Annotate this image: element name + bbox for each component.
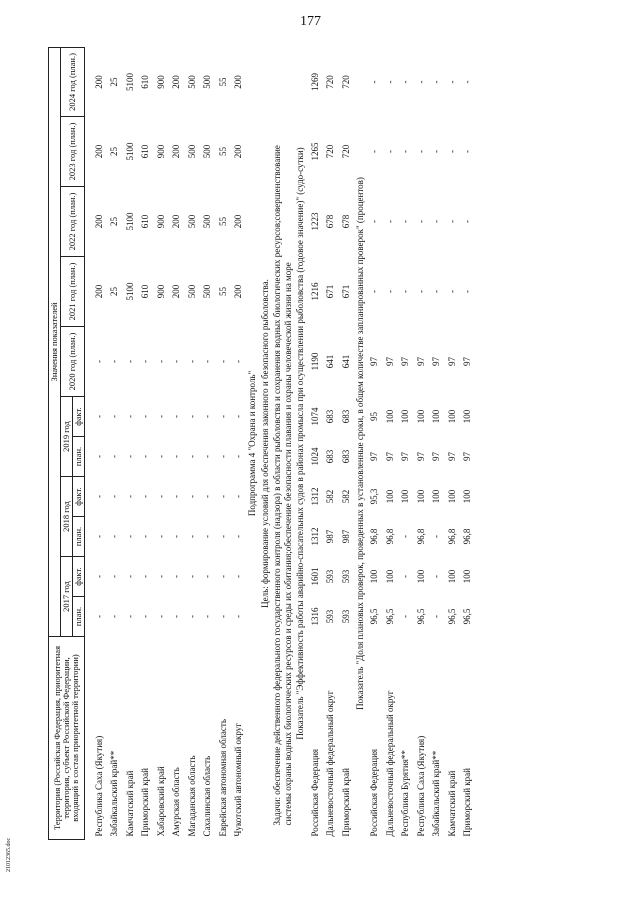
header-2020: 2020 год (план.) bbox=[60, 327, 84, 397]
value-cell: - bbox=[400, 80, 411, 84]
value-cell: - bbox=[369, 220, 380, 223]
value-cell: 55 bbox=[217, 217, 228, 226]
value-cell: 1024 bbox=[309, 447, 320, 466]
table-row bbox=[444, 47, 460, 839]
value-cell: - bbox=[124, 360, 135, 363]
value-cell: - bbox=[446, 220, 457, 223]
value-cell: - bbox=[202, 615, 213, 618]
table-row bbox=[106, 47, 122, 839]
value-cell: 5100 bbox=[124, 282, 135, 301]
value-cell: 500 bbox=[186, 144, 197, 159]
value-cell: - bbox=[186, 495, 197, 498]
value-cell: 95 bbox=[369, 412, 380, 421]
value-cell: 100 bbox=[462, 409, 473, 424]
value-cell: - bbox=[217, 415, 228, 418]
header-2018: 2018 год bbox=[60, 477, 72, 557]
value-cell: 671 bbox=[340, 284, 351, 299]
territory-cell: Дальневосточный федеральный округ bbox=[384, 690, 395, 837]
territory-cell: Российская Федерация bbox=[309, 748, 320, 837]
table-row bbox=[168, 47, 184, 839]
value-cell: - bbox=[217, 495, 228, 498]
table-row bbox=[230, 47, 246, 839]
value-cell: 97 bbox=[431, 357, 442, 366]
value-cell: - bbox=[171, 495, 182, 498]
value-cell: - bbox=[415, 80, 426, 84]
value-cell: 97 bbox=[369, 452, 380, 461]
value-cell: 96,5 bbox=[384, 608, 395, 625]
value-cell: 1312 bbox=[309, 487, 320, 506]
value-cell: - bbox=[155, 360, 166, 363]
value-cell: - bbox=[124, 615, 135, 618]
value-cell: 97 bbox=[415, 452, 426, 461]
value-cell: - bbox=[462, 220, 473, 223]
territory-cell: Забайкальский край** bbox=[431, 750, 442, 837]
header-2017: 2017 год bbox=[60, 557, 72, 637]
value-cell: - bbox=[369, 150, 380, 153]
header-fact: факт. bbox=[72, 397, 84, 437]
table-row bbox=[215, 47, 231, 839]
value-cell: - bbox=[93, 415, 104, 418]
territory-cell: Сахалинская область bbox=[202, 755, 213, 837]
value-cell: - bbox=[400, 575, 411, 578]
value-cell: - bbox=[186, 415, 197, 418]
value-cell: 720 bbox=[340, 144, 351, 159]
value-cell: - bbox=[171, 455, 182, 458]
value-cell: 97 bbox=[384, 357, 395, 366]
value-cell: 200 bbox=[233, 75, 244, 89]
value-cell: - bbox=[233, 455, 244, 458]
value-cell: 683 bbox=[340, 449, 351, 464]
value-cell: 96,5 bbox=[369, 608, 380, 625]
value-cell: 96,8 bbox=[415, 528, 426, 545]
header-2022: 2022 год (план.) bbox=[60, 187, 84, 257]
value-cell: - bbox=[446, 150, 457, 153]
table-row bbox=[199, 47, 215, 839]
territory-cell: Республика Саха (Якутия) bbox=[93, 735, 104, 837]
territory-cell: Российская Федерация bbox=[369, 748, 380, 837]
value-cell: - bbox=[415, 150, 426, 153]
value-cell: 610 bbox=[140, 75, 151, 89]
value-cell: 1216 bbox=[309, 282, 320, 301]
value-cell: - bbox=[431, 150, 442, 153]
territory-cell: Чукотский автономный округ bbox=[233, 723, 244, 837]
value-cell: 25 bbox=[109, 217, 120, 226]
value-cell: - bbox=[233, 415, 244, 418]
value-cell: - bbox=[400, 150, 411, 153]
table-row bbox=[184, 47, 200, 839]
value-cell: - bbox=[186, 575, 197, 578]
value-cell: - bbox=[155, 615, 166, 618]
table-header bbox=[49, 47, 85, 839]
task-text-line: системы охраны водных биологических ресурсов и среды их обитания;обеспечение безопасности плавания и охраны человеческой жизни на море bbox=[283, 262, 294, 826]
value-cell: 671 bbox=[325, 284, 336, 299]
subprogram-title: Подпрограмма 4 "Охрана и контроль" bbox=[247, 370, 258, 517]
goal-text: Цель: формирование условий для обеспечения законного и безопасного рыболовства. bbox=[260, 279, 271, 608]
value-cell: 683 bbox=[340, 409, 351, 424]
subprogram-title-row bbox=[246, 47, 259, 839]
value-cell: - bbox=[155, 495, 166, 498]
value-cell: - bbox=[462, 150, 473, 153]
value-cell: - bbox=[140, 415, 151, 418]
task-text-line-row bbox=[272, 47, 283, 839]
value-cell: 610 bbox=[140, 144, 151, 159]
value-cell: - bbox=[93, 495, 104, 498]
task-text-line: Задачи: обеспечение действенного федерального государственного контроля (надзора) в области рыболовства и сохранения водных биологических ресурсов;совершенствование bbox=[272, 145, 283, 826]
value-cell: 100 bbox=[462, 569, 473, 584]
territory-cell: Забайкальский край** bbox=[109, 750, 120, 837]
value-cell: - bbox=[217, 360, 228, 363]
value-cell: 25 bbox=[109, 77, 120, 87]
value-cell: 97 bbox=[462, 452, 473, 461]
value-cell: - bbox=[140, 455, 151, 458]
value-cell: - bbox=[400, 615, 411, 618]
value-cell: - bbox=[202, 415, 213, 418]
value-cell: 720 bbox=[340, 75, 351, 89]
value-cell: - bbox=[155, 535, 166, 538]
value-cell: 987 bbox=[325, 529, 336, 544]
value-cell: - bbox=[109, 495, 120, 498]
value-cell: 500 bbox=[186, 284, 197, 299]
value-cell: - bbox=[202, 575, 213, 578]
value-cell: - bbox=[155, 575, 166, 578]
value-cell: - bbox=[415, 220, 426, 223]
table-row bbox=[366, 47, 382, 839]
territory-cell: Приморский край bbox=[462, 768, 473, 837]
value-cell: - bbox=[431, 575, 442, 578]
territory-cell: Дальневосточный федеральный округ bbox=[325, 690, 336, 837]
value-cell: 1312 bbox=[309, 527, 320, 546]
value-cell: 200 bbox=[93, 75, 104, 89]
value-cell: 582 bbox=[325, 489, 336, 504]
value-cell: 200 bbox=[233, 214, 244, 229]
value-cell: - bbox=[462, 80, 473, 84]
value-cell: - bbox=[384, 80, 395, 84]
value-cell: 720 bbox=[325, 144, 336, 159]
value-cell: - bbox=[109, 535, 120, 538]
table-row bbox=[382, 47, 398, 839]
value-cell: 593 bbox=[340, 569, 351, 584]
value-cell: 55 bbox=[217, 147, 228, 156]
value-cell: - bbox=[384, 220, 395, 223]
value-cell: - bbox=[384, 150, 395, 153]
value-cell: 1269 bbox=[309, 72, 320, 91]
task-text-line-row bbox=[283, 47, 294, 839]
value-cell: - bbox=[124, 415, 135, 418]
value-cell: - bbox=[217, 575, 228, 578]
value-cell: 1265 bbox=[309, 142, 320, 161]
value-cell: - bbox=[109, 415, 120, 418]
value-cell: - bbox=[109, 360, 120, 363]
header-plan: план. bbox=[72, 597, 84, 637]
table-row bbox=[137, 47, 153, 839]
value-cell: 610 bbox=[140, 284, 151, 299]
value-cell: 5100 bbox=[124, 142, 135, 161]
value-cell: 200 bbox=[171, 75, 182, 89]
header-2024: 2024 год (план.) bbox=[60, 47, 84, 116]
header-fact: факт. bbox=[72, 557, 84, 597]
value-cell: - bbox=[109, 615, 120, 618]
value-cell: 97 bbox=[400, 357, 411, 366]
value-cell: 641 bbox=[325, 354, 336, 369]
value-cell: 1190 bbox=[309, 352, 320, 371]
value-cell: 100 bbox=[431, 409, 442, 424]
value-cell: 900 bbox=[155, 75, 166, 89]
table-body bbox=[84, 47, 475, 839]
value-cell: 96,8 bbox=[462, 528, 473, 545]
value-cell: - bbox=[124, 455, 135, 458]
value-cell: 100 bbox=[446, 409, 457, 424]
value-cell: 200 bbox=[93, 144, 104, 159]
goal-text-row bbox=[259, 47, 272, 839]
value-cell: - bbox=[186, 360, 197, 363]
value-cell: - bbox=[400, 535, 411, 538]
value-cell: 97 bbox=[384, 452, 395, 461]
value-cell: 97 bbox=[446, 452, 457, 461]
value-cell: 683 bbox=[325, 409, 336, 424]
header-plan: план. bbox=[72, 437, 84, 477]
value-cell: - bbox=[431, 80, 442, 84]
value-cell: - bbox=[384, 290, 395, 293]
value-cell: - bbox=[93, 455, 104, 458]
value-cell: 678 bbox=[325, 214, 336, 229]
territory-cell: Камчатский край bbox=[446, 770, 457, 837]
value-cell: 100 bbox=[431, 489, 442, 504]
territory-cell: Еврейская автономная область bbox=[217, 719, 228, 837]
territory-cell: Амурская область bbox=[171, 767, 182, 837]
territory-cell: Приморский край bbox=[340, 768, 351, 837]
value-cell: - bbox=[217, 455, 228, 458]
value-cell: 96,8 bbox=[446, 528, 457, 545]
value-cell: - bbox=[186, 455, 197, 458]
value-cell: - bbox=[233, 575, 244, 578]
page-number: 177 bbox=[300, 14, 321, 29]
value-cell: 1074 bbox=[309, 407, 320, 426]
value-cell: - bbox=[233, 535, 244, 538]
territory-cell: Камчатский край bbox=[124, 770, 135, 837]
value-cell: 97 bbox=[400, 452, 411, 461]
value-cell: - bbox=[109, 455, 120, 458]
value-cell: 25 bbox=[109, 147, 120, 156]
value-cell: 500 bbox=[186, 75, 197, 89]
value-cell: 683 bbox=[325, 449, 336, 464]
value-cell: - bbox=[171, 575, 182, 578]
value-cell: - bbox=[431, 615, 442, 618]
header-values-group: Значения показателей bbox=[49, 47, 61, 636]
value-cell: 641 bbox=[340, 354, 351, 369]
value-cell: - bbox=[171, 360, 182, 363]
value-cell: 200 bbox=[171, 284, 182, 299]
value-cell: - bbox=[140, 535, 151, 538]
value-cell: 900 bbox=[155, 284, 166, 299]
value-cell: 200 bbox=[233, 144, 244, 159]
indicator-title-row bbox=[294, 47, 307, 839]
value-cell: 593 bbox=[325, 609, 336, 624]
indicator-title: Показатель "Эффективность работы аварийно-спасательных судов в районах промысла при осуществлении рыболовства (годовое значение)" (судо-сутки) bbox=[295, 147, 306, 740]
value-cell: 100 bbox=[415, 489, 426, 504]
value-cell: - bbox=[140, 360, 151, 363]
table-row bbox=[338, 47, 354, 839]
value-cell: 100 bbox=[446, 489, 457, 504]
territory-cell: Магаданская область bbox=[186, 755, 197, 837]
value-cell: 500 bbox=[202, 75, 213, 89]
value-cell: - bbox=[124, 495, 135, 498]
value-cell: - bbox=[202, 360, 213, 363]
value-cell: - bbox=[446, 80, 457, 84]
value-cell: 500 bbox=[202, 144, 213, 159]
value-cell: 200 bbox=[233, 284, 244, 299]
territory-cell: Приморский край bbox=[140, 768, 151, 837]
value-cell: 96,8 bbox=[384, 528, 395, 545]
value-cell: 96,5 bbox=[415, 608, 426, 625]
value-cell: 97 bbox=[369, 357, 380, 366]
value-cell: - bbox=[217, 535, 228, 538]
value-cell: 200 bbox=[171, 144, 182, 159]
value-cell: - bbox=[171, 535, 182, 538]
territory-cell: Республика Саха (Якутия) bbox=[415, 735, 426, 837]
value-cell: - bbox=[431, 535, 442, 538]
value-cell: 720 bbox=[325, 75, 336, 89]
value-cell: 678 bbox=[340, 214, 351, 229]
header-2019: 2019 год bbox=[60, 397, 72, 477]
value-cell: 25 bbox=[109, 287, 120, 296]
indicator-title-row bbox=[353, 47, 366, 839]
value-cell: 100 bbox=[462, 489, 473, 504]
territory-cell: Хабаровский край bbox=[155, 766, 166, 837]
value-cell: 1223 bbox=[309, 212, 320, 231]
value-cell: - bbox=[233, 360, 244, 363]
value-cell: - bbox=[109, 575, 120, 578]
value-cell: - bbox=[155, 415, 166, 418]
table-row bbox=[307, 47, 323, 839]
table-row bbox=[322, 47, 338, 839]
value-cell: 200 bbox=[93, 284, 104, 299]
value-cell: - bbox=[186, 535, 197, 538]
value-cell: - bbox=[140, 495, 151, 498]
value-cell: 900 bbox=[155, 144, 166, 159]
value-cell: - bbox=[202, 535, 213, 538]
value-cell: 5100 bbox=[124, 72, 135, 91]
value-cell: 900 bbox=[155, 214, 166, 229]
value-cell: - bbox=[217, 615, 228, 618]
value-cell: - bbox=[415, 290, 426, 293]
value-cell: 100 bbox=[369, 569, 380, 584]
rotated-table-page bbox=[48, 48, 596, 840]
table-row bbox=[428, 47, 444, 839]
value-cell: 582 bbox=[340, 489, 351, 504]
value-cell: 55 bbox=[217, 77, 228, 87]
value-cell: 100 bbox=[400, 489, 411, 504]
value-cell: - bbox=[140, 575, 151, 578]
value-cell: - bbox=[124, 575, 135, 578]
value-cell: 200 bbox=[93, 214, 104, 229]
value-cell: - bbox=[171, 415, 182, 418]
value-cell: - bbox=[369, 290, 380, 293]
value-cell: - bbox=[93, 535, 104, 538]
value-cell: - bbox=[202, 495, 213, 498]
value-cell: 610 bbox=[140, 214, 151, 229]
territory-cell: Республика Бурятия** bbox=[400, 750, 411, 837]
value-cell: - bbox=[400, 290, 411, 293]
value-cell: 100 bbox=[384, 409, 395, 424]
value-cell: 100 bbox=[400, 409, 411, 424]
value-cell: 95,3 bbox=[369, 488, 380, 505]
value-cell: 100 bbox=[384, 569, 395, 584]
value-cell: 97 bbox=[446, 357, 457, 366]
value-cell: - bbox=[155, 455, 166, 458]
value-cell: - bbox=[446, 290, 457, 293]
value-cell: 593 bbox=[325, 569, 336, 584]
value-cell: 987 bbox=[340, 529, 351, 544]
value-cell: 96,5 bbox=[462, 608, 473, 625]
footer-doc-id: 21012365.doc bbox=[6, 837, 12, 872]
value-cell: 96,8 bbox=[369, 528, 380, 545]
value-cell: 1601 bbox=[309, 567, 320, 586]
value-cell: 96,5 bbox=[446, 608, 457, 625]
value-cell: 593 bbox=[340, 609, 351, 624]
table-row bbox=[153, 47, 169, 839]
table-row bbox=[91, 47, 107, 839]
value-cell: - bbox=[369, 80, 380, 84]
value-cell: 100 bbox=[415, 569, 426, 584]
value-cell: - bbox=[186, 615, 197, 618]
value-cell: - bbox=[171, 615, 182, 618]
header-fact: факт. bbox=[72, 477, 84, 517]
value-cell: 500 bbox=[202, 284, 213, 299]
value-cell: - bbox=[431, 220, 442, 223]
table-row bbox=[459, 47, 475, 839]
value-cell: 97 bbox=[431, 452, 442, 461]
indicators-table bbox=[48, 47, 475, 840]
header-2021: 2021 год (план.) bbox=[60, 257, 84, 327]
value-cell: 55 bbox=[217, 287, 228, 296]
value-cell: 1316 bbox=[309, 607, 320, 626]
table-row bbox=[397, 47, 413, 839]
value-cell: - bbox=[233, 495, 244, 498]
value-cell: - bbox=[431, 290, 442, 293]
value-cell: - bbox=[400, 220, 411, 223]
value-cell: - bbox=[93, 615, 104, 618]
value-cell: - bbox=[93, 575, 104, 578]
value-cell: - bbox=[140, 615, 151, 618]
value-cell: 100 bbox=[415, 409, 426, 424]
value-cell: 200 bbox=[171, 214, 182, 229]
value-cell: 500 bbox=[202, 214, 213, 229]
header-2023: 2023 год (план.) bbox=[60, 117, 84, 187]
value-cell: 100 bbox=[446, 569, 457, 584]
value-cell: - bbox=[233, 615, 244, 618]
header-territory: Территория (Российская Федерация, приоритетная территория, субъект Российской Федерации, входящий в состав приоритетной территории) bbox=[49, 637, 85, 840]
value-cell: - bbox=[93, 360, 104, 363]
table-row bbox=[413, 47, 429, 839]
value-cell: - bbox=[462, 290, 473, 293]
value-cell: 500 bbox=[186, 214, 197, 229]
table-row bbox=[122, 47, 138, 839]
header-plan: план. bbox=[72, 517, 84, 557]
value-cell: - bbox=[202, 455, 213, 458]
value-cell: 5100 bbox=[124, 212, 135, 231]
value-cell: - bbox=[124, 535, 135, 538]
value-cell: 100 bbox=[384, 489, 395, 504]
indicator-title: Показатель "Доля плановых проверок, проведенных в установленные сроки, в общем количестве запланированных проверок" (процентов) bbox=[354, 177, 365, 710]
value-cell: 97 bbox=[462, 357, 473, 366]
value-cell: 97 bbox=[415, 357, 426, 366]
